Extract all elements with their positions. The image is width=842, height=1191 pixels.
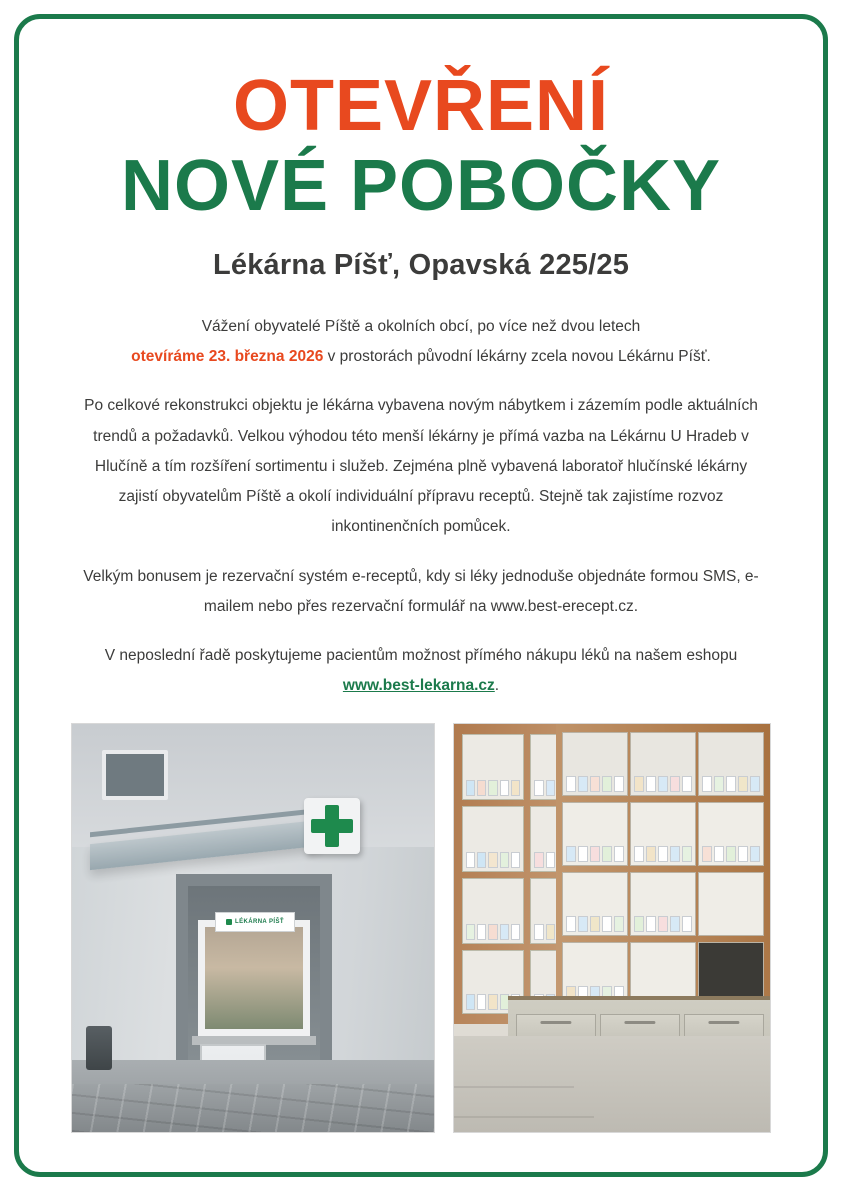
product-box [602,776,612,792]
product-boxes [702,846,760,862]
product-box [682,846,692,862]
product-box [738,776,748,792]
product-box [488,780,497,796]
product-boxes [634,776,692,792]
waste-bin [86,1026,112,1070]
product-box [466,994,475,1010]
floor-seam [454,1116,594,1118]
product-box [511,852,520,868]
paragraph-opening [76,312,766,372]
product-box [634,846,644,862]
product-box [702,776,712,792]
product-box [578,916,588,932]
upper-window [102,750,168,800]
product-box [477,852,486,868]
photo-pharmacy-exterior [71,723,435,1133]
product-box [488,852,497,868]
product-box [590,916,600,932]
product-box [646,916,656,932]
photo-gallery [71,723,771,1133]
product-boxes [466,852,520,868]
product-box [546,924,556,940]
product-box [714,776,724,792]
product-box [614,776,624,792]
product-box [534,780,544,796]
cross-horizontal [311,819,353,833]
product-box [670,916,680,932]
product-box [488,994,497,1010]
product-box [670,846,680,862]
paragraph-1-text-before: Vážení obyvatelé Píště a okolních obcí, po více než dvou letech [201,317,641,335]
product-box [614,916,624,932]
product-box [602,846,612,862]
product-box [634,776,644,792]
product-box [578,846,588,862]
product-box [534,852,544,868]
product-boxes [566,916,624,932]
product-box [682,916,692,932]
product-box [646,846,656,862]
product-box [714,846,724,862]
product-box [682,776,692,792]
product-box [738,846,748,862]
shop-window [198,920,310,1036]
product-box [658,776,668,792]
title-block [61,66,781,226]
shop-sign [215,912,295,932]
product-boxes [566,776,624,792]
paving [72,1084,434,1132]
product-box [566,916,576,932]
product-box [466,852,475,868]
product-box [614,846,624,862]
product-box [750,776,760,792]
page-title-line-1: OTEVŘENÍ [232,66,610,146]
paragraph-renovation: Po celkové rekonstrukci objektu je lékárna vybavena novým nábytkem i zázemím podle aktuálních trendů a požadavků. Velkou výhodou této menší lékárny je přímá vazba na Lékárnu U Hradeb v Hlučíně a tím rozšíření sortimentu i služeb. Zejména plně vybavená laboratoř hlučínské lékárny zajistí obyvatelům Píště a okolí individuální přípravu receptů. Stejně tak zajistíme rozvoz inkontinenčních pomůcek. [84,397,758,536]
shop-sign-text: LÉKÁRNA PÍŠŤ [235,919,284,926]
product-box [634,916,644,932]
product-box [534,924,544,940]
paragraph-ereservation: Velkým bonusem je rezervační systém e-receptů, kdy si léky jednoduše objednáte formou SMS, e-mailem nebo přes rezervační formulář na www.best-erecept.cz. [83,567,759,615]
product-box [477,780,486,796]
product-box [590,776,600,792]
drawer-handle [540,1021,571,1024]
product-box [511,780,520,796]
shop-sign-cross-icon [226,919,232,925]
shelf-bay [698,872,764,936]
product-box [477,924,486,940]
product-box [750,846,760,862]
product-box [590,846,600,862]
paragraph-4-text-before: V neposlední řadě poskytujeme pacientům možnost přímého nákupu léků na našem eshopu [104,646,738,664]
product-box [670,776,680,792]
product-boxes [466,780,520,796]
opening-date-highlight: otevíráme 23. března 2026 [131,348,324,366]
product-box [702,846,712,862]
page-title-line-2: NOVÉ POBOČKY [120,145,722,226]
product-box [477,994,486,1010]
eshop-link[interactable]: www.best-lekarna.cz [342,677,495,695]
product-box [466,780,475,796]
body-text [76,312,766,701]
product-box [546,780,556,796]
page-subtitle: Lékárna Píšť, Opavská 225/25 [212,248,630,281]
drawer-handle [708,1021,739,1024]
product-boxes [566,846,624,862]
product-box [466,924,475,940]
product-box [500,780,509,796]
product-box [511,924,520,940]
product-box [658,846,668,862]
photo-pharmacy-interior [453,723,771,1133]
product-box [726,846,736,862]
paragraph-eshop [76,641,766,701]
poster-frame [14,14,828,1177]
drawer-handle [624,1021,655,1024]
product-box [500,852,509,868]
product-box [602,916,612,932]
product-box [566,846,576,862]
product-box [646,776,656,792]
paragraph-4-text-after: . [494,677,500,695]
floor-seam [454,1086,574,1088]
product-boxes [634,846,692,862]
product-box [488,924,497,940]
product-boxes [634,916,692,932]
paragraph-1-text-after: v prostorách původní lékárny zcela novou Lékárnu Píšť. [327,348,711,366]
product-box [500,924,509,940]
product-box [566,776,576,792]
pharmacy-cross-icon [304,798,360,854]
product-boxes [702,776,760,792]
product-box [546,852,556,868]
product-box [726,776,736,792]
product-boxes [466,924,520,940]
product-box [658,916,668,932]
product-box [578,776,588,792]
